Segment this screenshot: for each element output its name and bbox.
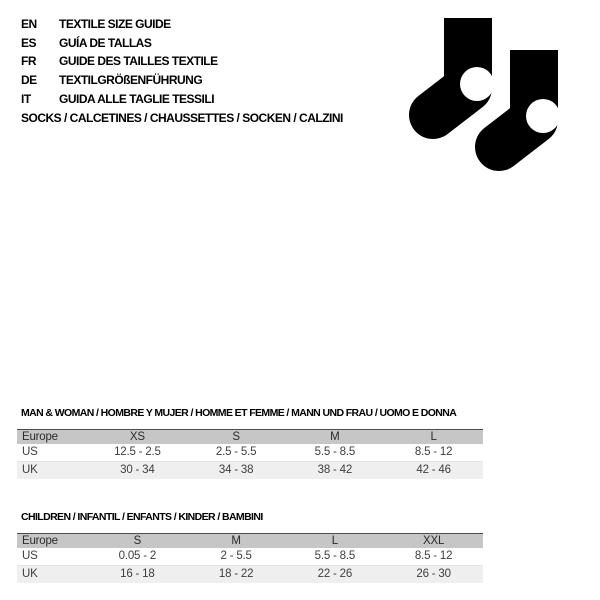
language-title-block	[21, 15, 343, 127]
lang-row-de	[21, 71, 343, 90]
table-man-woman	[17, 407, 483, 479]
lang-code: EN	[21, 17, 37, 31]
lang-row-es	[21, 34, 343, 53]
header-cell-size: S	[232, 431, 240, 443]
region-cell: UK	[22, 463, 38, 476]
size-value-cell: 0.05 - 2	[118, 550, 157, 562]
size-value-cell: 2 - 5.5	[220, 550, 252, 562]
header-cell-size: M	[330, 431, 340, 443]
size-value-cell: 8.5 - 12	[414, 550, 453, 562]
table-title: CHILDREN / INFANTIL / ENFANTS / KINDER / BAMBINI	[21, 511, 263, 523]
size-value-cell: 22 - 26	[317, 567, 353, 580]
size-value-cell: 42 - 46	[416, 463, 451, 476]
header-cell-size: L	[430, 431, 437, 443]
size-value-cell: 18 - 22	[218, 567, 254, 580]
lang-label: GUIDA ALLE TAGLIE TESSILI	[59, 91, 215, 106]
table-row-uk	[17, 462, 483, 480]
size-value-cell: 26 - 30	[416, 567, 451, 580]
size-value-cell: 8.5 - 12	[414, 446, 453, 458]
lang-row-it	[21, 90, 343, 109]
size-table-grid	[17, 429, 483, 479]
region-cell: UK	[22, 567, 38, 580]
header-cell-region: Europe	[22, 535, 58, 547]
header-cell-size: L	[331, 535, 338, 547]
table-row-us	[17, 548, 483, 566]
lang-row-en	[21, 15, 343, 34]
sock-shape	[433, 18, 494, 115]
size-value-cell: 12.5 - 2.5	[114, 446, 161, 458]
lang-label: TEXTILE SIZE GUIDE	[59, 17, 171, 31]
table-row-uk	[17, 566, 483, 584]
size-value-cell: 16 - 18	[120, 567, 155, 580]
lang-label: TEXTILGRÖßENFÜHRUNG	[59, 73, 203, 88]
header-cell-region: Europe	[22, 431, 58, 443]
size-value-cell: 38 - 42	[317, 463, 353, 476]
table-children	[17, 511, 483, 583]
size-value-cell: 5.5 - 8.5	[314, 550, 356, 562]
lang-code: ES	[21, 35, 37, 50]
table-row-us	[17, 444, 483, 462]
header-cell-size: XS	[129, 431, 145, 443]
header-cell-size: S	[133, 535, 142, 547]
lang-code: IT	[21, 91, 31, 106]
size-value-cell: 34 - 38	[218, 463, 254, 476]
region-cell: US	[22, 446, 38, 458]
lang-label: GUÍA DE TALLAS	[59, 35, 152, 50]
header-cell-size: M	[231, 535, 241, 547]
size-value-cell: 5.5 - 8.5	[314, 446, 356, 458]
size-table-grid	[17, 533, 483, 583]
size-value-cell: 2.5 - 5.5	[215, 446, 257, 458]
lang-code: DE	[21, 73, 37, 88]
table-header-row	[17, 534, 483, 548]
product-category-line: SOCKS / CALCETINES / CHAUSSETTES / SOCKEN / CALZINI	[21, 110, 343, 125]
socks-icon	[395, 0, 580, 190]
header-cell-size: XXL	[423, 535, 445, 547]
lang-code: FR	[21, 54, 36, 69]
table-header-row	[17, 430, 483, 444]
region-cell: US	[22, 550, 38, 562]
table-title: MAN & WOMAN / HOMBRE Y MUJER / HOMME ET FEMME / MANN UND FRAU / UOMO E DONNA	[21, 407, 457, 419]
lang-row-fr	[21, 52, 343, 71]
lang-label: GUIDE DES TAILLES TEXTILE	[59, 54, 218, 69]
size-value-cell: 30 - 34	[120, 463, 155, 476]
